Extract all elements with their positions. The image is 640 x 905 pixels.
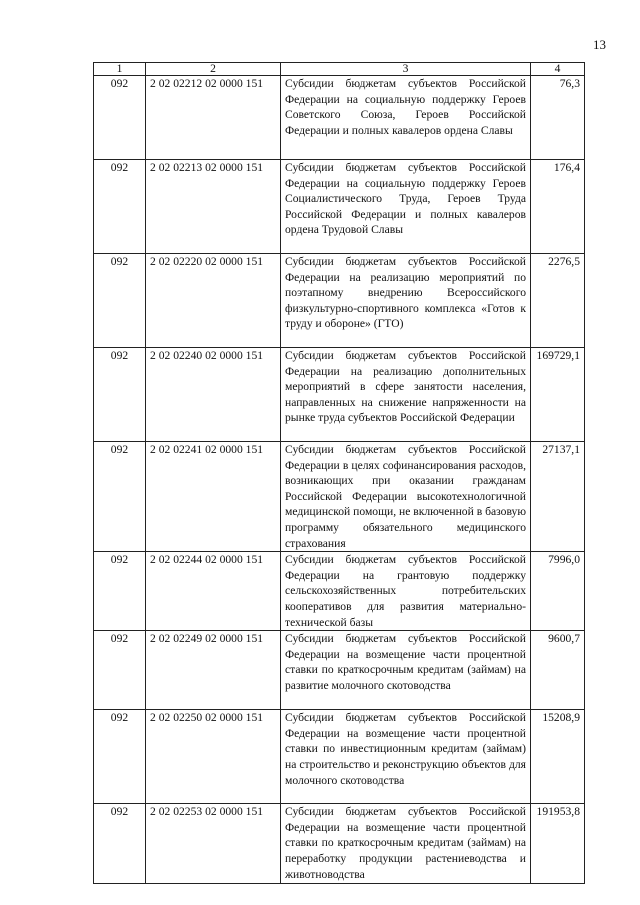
table-row [94,442,585,552]
amount-cell: 2276,5 [531,254,585,348]
amount-cell: 191953,8 [531,804,585,884]
page-number: 13 [593,37,606,52]
amount-cell: 9600,7 [531,631,585,710]
budget-code-cell: 2 02 02220 02 0000 151 [146,254,281,348]
table-row [94,710,585,804]
admin-code-cell: 092 [94,442,146,552]
revenue-name-cell: Субсидии бюджетам субъектов Российской Федерации на возмещение части процентной ставки по краткосрочным кредитам (займам) на переработку продукции растениеводства и животноводства [281,804,531,884]
revenue-name-cell: Субсидии бюджетам субъектов Российской Федерации на возмещение части процентной ставки по краткосрочным кредитам (займам) на развитие молочного скотоводства [281,631,531,710]
budget-code-cell: 2 02 02253 02 0000 151 [146,804,281,884]
admin-code-cell: 092 [94,76,146,160]
revenue-name-cell: Субсидии бюджетам субъектов Российской Федерации на грантовую поддержку сельскохозяйственных потребительских кооперативов для развития материально-технической базы [281,552,531,631]
amount-cell: 7996,0 [531,552,585,631]
admin-code-cell: 092 [94,254,146,348]
budget-code-cell: 2 02 02249 02 0000 151 [146,631,281,710]
admin-code-cell: 092 [94,710,146,804]
amount-cell: 15208,9 [531,710,585,804]
table-row [94,631,585,710]
budget-code-cell: 2 02 02250 02 0000 151 [146,710,281,804]
budget-revenue-table [93,62,585,884]
table-row [94,160,585,254]
budget-code-cell: 2 02 02240 02 0000 151 [146,348,281,442]
column-number-1: 1 [94,63,146,76]
amount-cell: 169729,1 [531,348,585,442]
admin-code-cell: 092 [94,631,146,710]
revenue-name-cell: Субсидии бюджетам субъектов Российской Федерации на реализацию мероприятий по поэтапному внедрению Всероссийского физкультурно-спортивного комплекса «Готов к труду и обороне» (ГТО) [281,254,531,348]
amount-cell: 27137,1 [531,442,585,552]
revenue-name-cell: Субсидии бюджетам субъектов Российской Федерации на социальную поддержку Героев Советского Союза, Героев Российской Федерации и полных кавалеров ордена Славы [281,76,531,160]
table-row [94,552,585,631]
column-number-row [94,63,585,76]
revenue-name-cell: Субсидии бюджетам субъектов Российской Федерации в целях софинансирования расходов, возникающих при оказании гражданам Российской Федерации высокотехнологичной медицинской помощи, не включенной в базовую программу обязательного медицинского страхования [281,442,531,552]
budget-code-cell: 2 02 02241 02 0000 151 [146,442,281,552]
admin-code-cell: 092 [94,804,146,884]
admin-code-cell: 092 [94,552,146,631]
budget-code-cell: 2 02 02213 02 0000 151 [146,160,281,254]
admin-code-cell: 092 [94,348,146,442]
budget-code-cell: 2 02 02244 02 0000 151 [146,552,281,631]
amount-cell: 76,3 [531,76,585,160]
revenue-name-cell: Субсидии бюджетам субъектов Российской Федерации на реализацию дополнительных мероприятий в сфере занятости населения, направленных на снижение напряженности на рынке труда субъектов Российской Федерации [281,348,531,442]
table-row [94,254,585,348]
table-row [94,76,585,160]
admin-code-cell: 092 [94,160,146,254]
revenue-name-cell: Субсидии бюджетам субъектов Российской Федерации на социальную поддержку Героев Социалистического Труда, Героев Труда Российской Федерации и полных кавалеров ордена Трудовой Славы [281,160,531,254]
amount-cell: 176,4 [531,160,585,254]
table-row [94,804,585,884]
column-number-3: 3 [281,63,531,76]
column-number-4: 4 [531,63,585,76]
budget-code-cell: 2 02 02212 02 0000 151 [146,76,281,160]
revenue-name-cell: Субсидии бюджетам субъектов Российской Федерации на возмещение части процентной ставки по инвестиционным кредитам (займам) на строительство и реконструкцию объектов для молочного скотоводства [281,710,531,804]
table-row [94,348,585,442]
column-number-2: 2 [146,63,281,76]
